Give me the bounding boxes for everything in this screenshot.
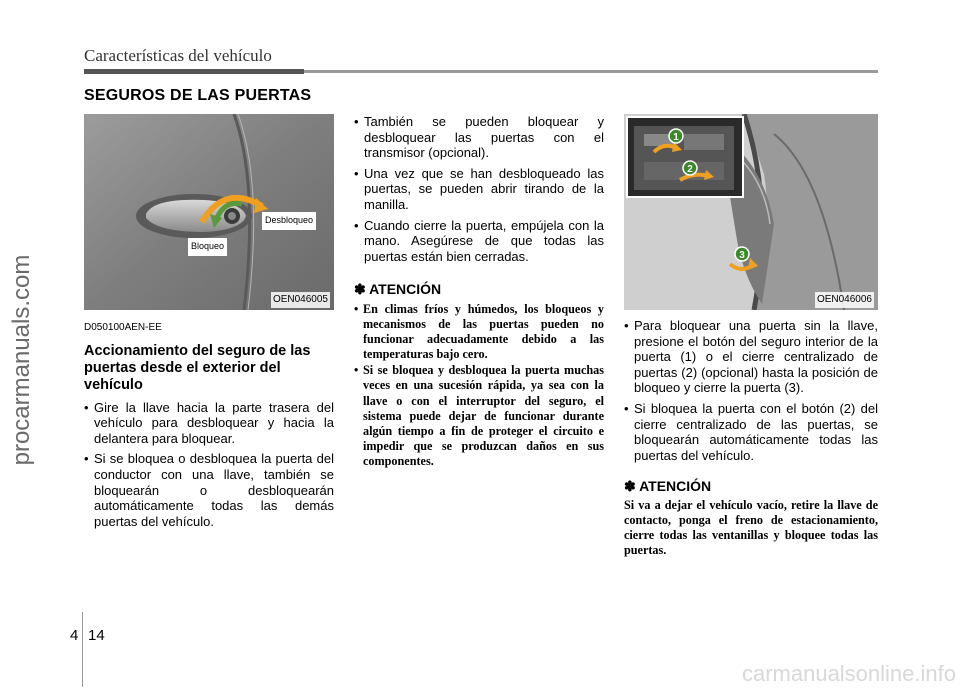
- door-interior-photo: [624, 114, 878, 310]
- header-rule-accent: [84, 69, 304, 74]
- bullet-list: [354, 114, 604, 264]
- section-title: SEGUROS DE LAS PUERTAS: [84, 87, 312, 104]
- attention-item: • En climas fríos y húmedos, los bloqueos y mecanismos de las puertas pueden no funcionar adecuadamente debido a las temperaturas bajo cero.: [354, 302, 604, 362]
- header-title: Características del vehículo: [84, 46, 272, 65]
- side-watermark: [2, 140, 42, 580]
- bullet-item: • Una vez que se han desbloqueado las puertas, se pueden abrir tirando de la manilla.: [354, 166, 604, 213]
- door-interior-illustration: [624, 114, 878, 310]
- bullet-item: • Si bloquea la puerta con el botón (2) del cierre centralizado de las puertas, se bloquearán automáticamente todas las puertas del vehículo.: [624, 401, 878, 463]
- chapter-number: 4: [70, 627, 79, 644]
- bullet-list: [624, 318, 878, 463]
- lock-label: Bloqueo: [188, 238, 227, 256]
- bullet-item: • Para bloquear una puerta sin la llave, presione el botón del seguro interior de la puerta (1) o el cierre centralizado de puertas (2) (opcional) hasta la posición de bloqueo y cierre la puerta (3).: [624, 318, 878, 396]
- attention-title: ✽ ATENCIÓN: [354, 281, 442, 298]
- attention-item: • Si se bloquea y desbloquea la puerta muchas veces en una sucesión rápida, ya sea con la llave o con el interruptor del seguro, el sistema puede dejar de funcionar durante algún tiempo a fin de proteger el circuito e impedir que se produzcan daños en sus componentes.: [354, 363, 604, 469]
- marker-1: 1: [673, 132, 679, 143]
- footer-divider: [82, 612, 83, 687]
- bullet-list: [84, 400, 334, 530]
- attention-title: ✽ ATENCIÓN: [624, 478, 712, 495]
- footer-watermark: carmanualsonline.info: [741, 661, 956, 686]
- marker-2: 2: [687, 164, 693, 175]
- column-3: [624, 114, 878, 558]
- bullet-item: • También se pueden bloquear y desbloquear las puertas con el transmisor (opcional).: [354, 114, 604, 161]
- column-1: [84, 114, 334, 534]
- photo-code: OEN046006: [815, 292, 874, 308]
- page-number: 14: [88, 627, 105, 644]
- attention-text: Si va a dejar el vehículo vacío, retire la llave de contacto, ponga el freno de estacionamiento, cierre todas las ventanillas y bloquee todas las puertas.: [624, 497, 878, 558]
- marker-3: 3: [739, 250, 745, 261]
- column-2: [354, 114, 604, 470]
- subheading: Accionamiento del seguro de las puertas desde el exterior del vehículo: [84, 342, 311, 393]
- bullet-item: • Gire la llave hacia la parte trasera del vehículo para desbloquear y hacia la delantera para bloquear.: [84, 400, 334, 447]
- attention-list: [354, 302, 604, 469]
- unlock-label: Desbloqueo: [262, 212, 316, 230]
- door-handle-photo: [84, 114, 334, 310]
- bullet-item: • Si se bloquea o desbloquea la puerta del conductor con una llave, también se bloquearán o desbloquearán automáticamente todas las demás puertas del vehículo.: [84, 451, 334, 529]
- photo-code: OEN046005: [271, 292, 330, 308]
- bullet-item: • Cuando cierre la puerta, empújela con la mano. Asegúrese de que todas las puertas están bien cerradas.: [354, 218, 604, 265]
- document-code: D050100AEN-EE: [84, 322, 162, 333]
- side-watermark-text: procarmanuals.com: [8, 254, 35, 466]
